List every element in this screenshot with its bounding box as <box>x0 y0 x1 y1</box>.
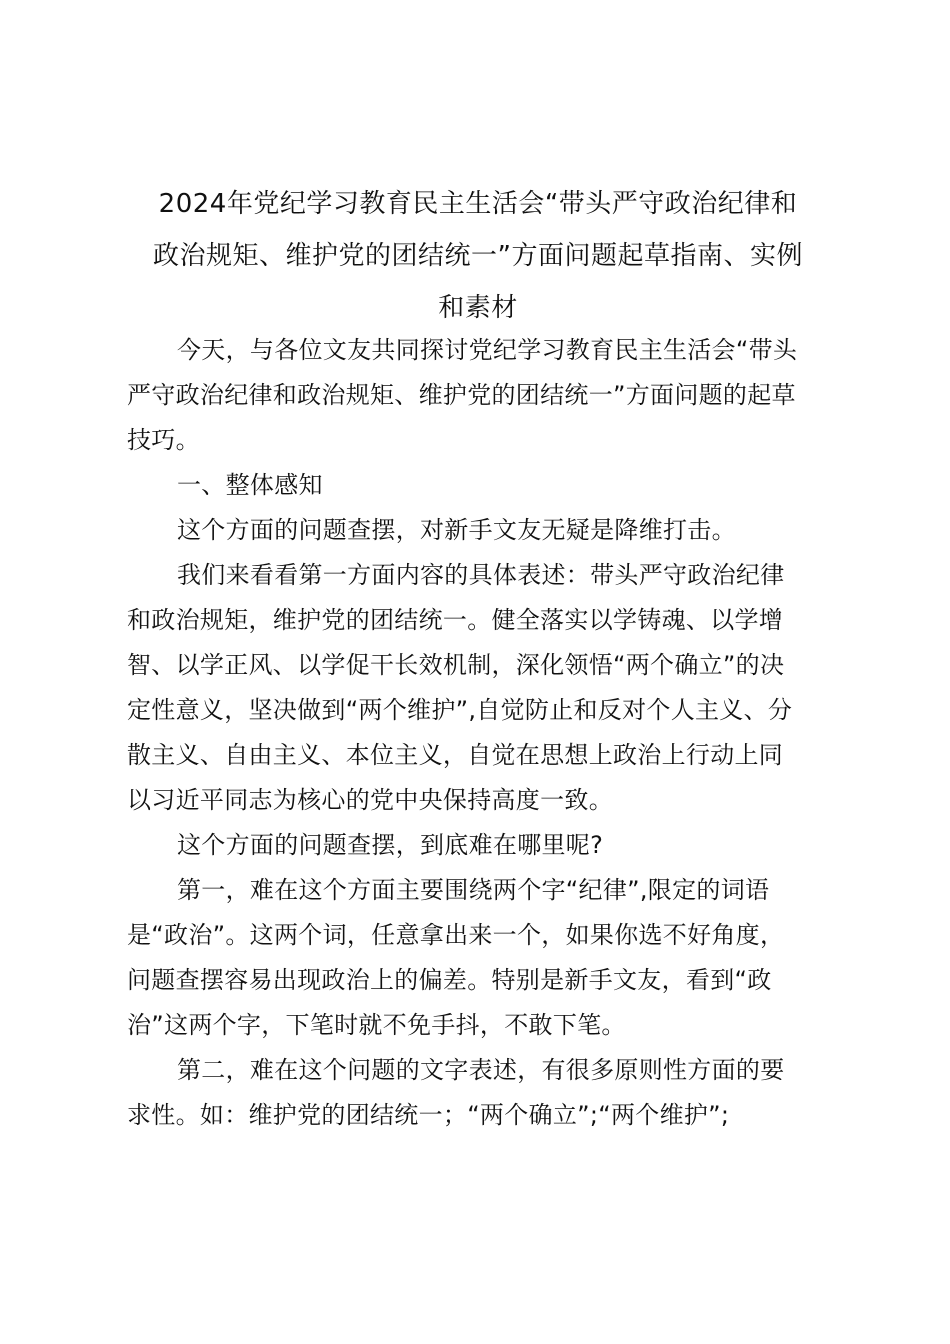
paragraph <box>127 553 831 823</box>
document-body <box>127 328 831 1138</box>
title-line: 和素材 <box>438 293 518 323</box>
text-line: 是“政治”。这两个词，任意拿出来一个，如果你选不好角度， <box>127 921 785 949</box>
text-line: 定性意义，坚决做到“两个维护”,自觉防止和反对个人主义、分 <box>127 696 793 724</box>
text-line: 散主义、自由主义、本位主义，自觉在思想上政治上行动上同 <box>127 741 784 769</box>
text-line: 求性。如：维护党的团结统一；“两个确立”;“两个维护”; <box>127 1101 730 1129</box>
paragraph <box>127 1048 831 1138</box>
paragraph <box>127 868 831 1048</box>
text-line: 我们来看看第一方面内容的具体表述：带头严守政治纪律 <box>177 561 785 589</box>
paragraph-intro <box>127 328 831 463</box>
title-line: 2024年党纪学习教育民主生活会“带头严守政治纪律和 <box>158 189 798 219</box>
text-line: 今天，与各位文友共同探讨党纪学习教育民主生活会“带头 <box>177 336 798 364</box>
text-line: 第二，难在这个问题的文字表述，有很多原则性方面的要 <box>177 1056 785 1084</box>
text-line: 一、整体感知 <box>177 471 323 499</box>
text-line: 问题查摆容易出现政治上的偏差。特别是新手文友，看到“政 <box>127 966 772 994</box>
text-line: 和政治规矩，维护党的团结统一。健全落实以学铸魂、以学增 <box>127 606 784 634</box>
text-line: 智、以学正风、以学促干长效机制，深化领悟“两个确立”的决 <box>127 651 785 679</box>
paragraph <box>127 508 831 553</box>
text-line: 严守政治纪律和政治规矩、维护党的团结统一”方面问题的起草 <box>127 381 796 409</box>
paragraph <box>127 823 831 868</box>
title-line: 政治规矩、维护党的团结统一”方面问题起草指南、实例 <box>153 241 803 271</box>
text-line: 治”这两个字，下笔时就不免手抖，不敢下笔。 <box>127 1011 626 1039</box>
text-line: 第一，难在这个方面主要围绕两个字“纪律”,限定的词语 <box>177 876 770 904</box>
section-heading <box>127 463 831 508</box>
document-title <box>122 178 834 334</box>
text-line: 以习近平同志为核心的党中央保持高度一致。 <box>127 786 613 814</box>
text-line: 这个方面的问题查摆，对新手文友无疑是降维打击。 <box>177 516 736 544</box>
text-line: 技巧。 <box>127 426 200 454</box>
text-line: 这个方面的问题查摆，到底难在哪里呢? <box>177 831 604 859</box>
